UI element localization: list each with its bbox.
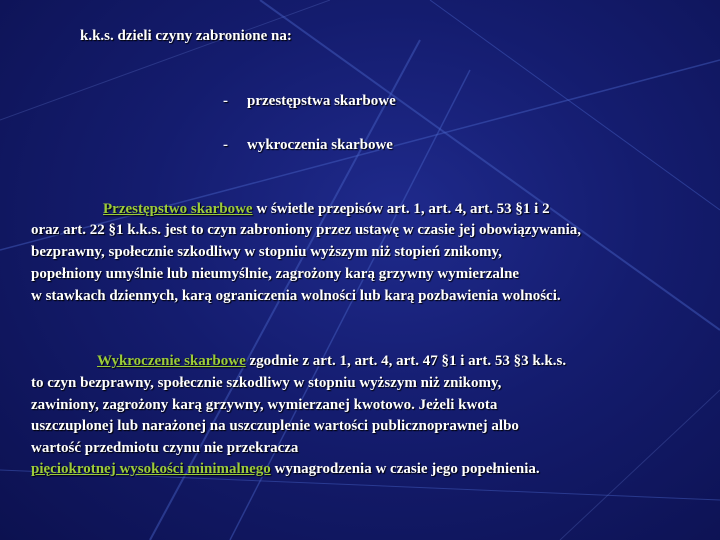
wykroczenie-last-line-rest: wynagrodzenia w czasie jego popełnienia.	[270, 461, 540, 477]
przestepstwo-first-line-rest: w świetle przepisów art. 1, art. 4, art. 53 §1 i 2	[252, 201, 550, 217]
wykroczenie-first-line-rest: zgodnie z art. 1, art. 4, art. 47 §1 i art. 53 §3 k.k.s.	[245, 353, 567, 369]
wykroczenie-line: wartość przedmiotu czynu nie przekracza	[31, 440, 299, 456]
minimalne-wynagrodzenie-link[interactable]: pięciokrotnej wysokości minimalnego	[31, 461, 271, 477]
wykroczenie-line: to czyn bezprawny, społecznie szkodliwy w stopniu wyższym niż znikomy,	[31, 375, 502, 391]
wykroczenie-line: zawiniony, zagrożony karą grzywny, wymierzanej kwotowo. Jeżeli kwota	[31, 397, 498, 413]
przestepstwo-line: w stawkach dziennych, karą ograniczenia wolności lub karą pozbawienia wolności.	[31, 288, 561, 304]
list-dash: -	[223, 137, 228, 153]
przestepstwo-line: bezprawny, społecznie szkodliwy w stopniu wyższym niż stopień znikomy,	[31, 244, 502, 260]
wykroczenie-line: uszczuplonej lub narażonej na uszczuplenie wartości publicznoprawnej albo	[31, 418, 519, 434]
przestepstwo-line: oraz art. 22 §1 k.k.s. jest to czyn zabroniony przez ustawę w czasie jej obowiązywania,	[31, 222, 582, 238]
list-item-przestepstwa	[223, 91, 396, 113]
wykroczenie-last-line	[31, 459, 540, 481]
list-dash: -	[223, 93, 228, 109]
list-item-wykroczenia	[223, 135, 393, 157]
slide-heading: k.k.s. dzieli czyny zabronione na:	[80, 28, 292, 44]
przestepstwo-line: popełniony umyślnie lub nieumyślnie, zagrożony karą grzywny wymierzalne	[31, 266, 520, 282]
list-item-label: przestępstwa skarbowe	[247, 93, 396, 109]
przestepstwo-first-line	[103, 199, 550, 221]
przestepstwo-link[interactable]: Przestępstwo skarbowe	[103, 201, 253, 217]
wykroczenie-link[interactable]: Wykroczenie skarbowe	[97, 353, 246, 369]
wykroczenie-first-line	[97, 351, 566, 373]
list-item-label: wykroczenia skarbowe	[247, 137, 393, 153]
